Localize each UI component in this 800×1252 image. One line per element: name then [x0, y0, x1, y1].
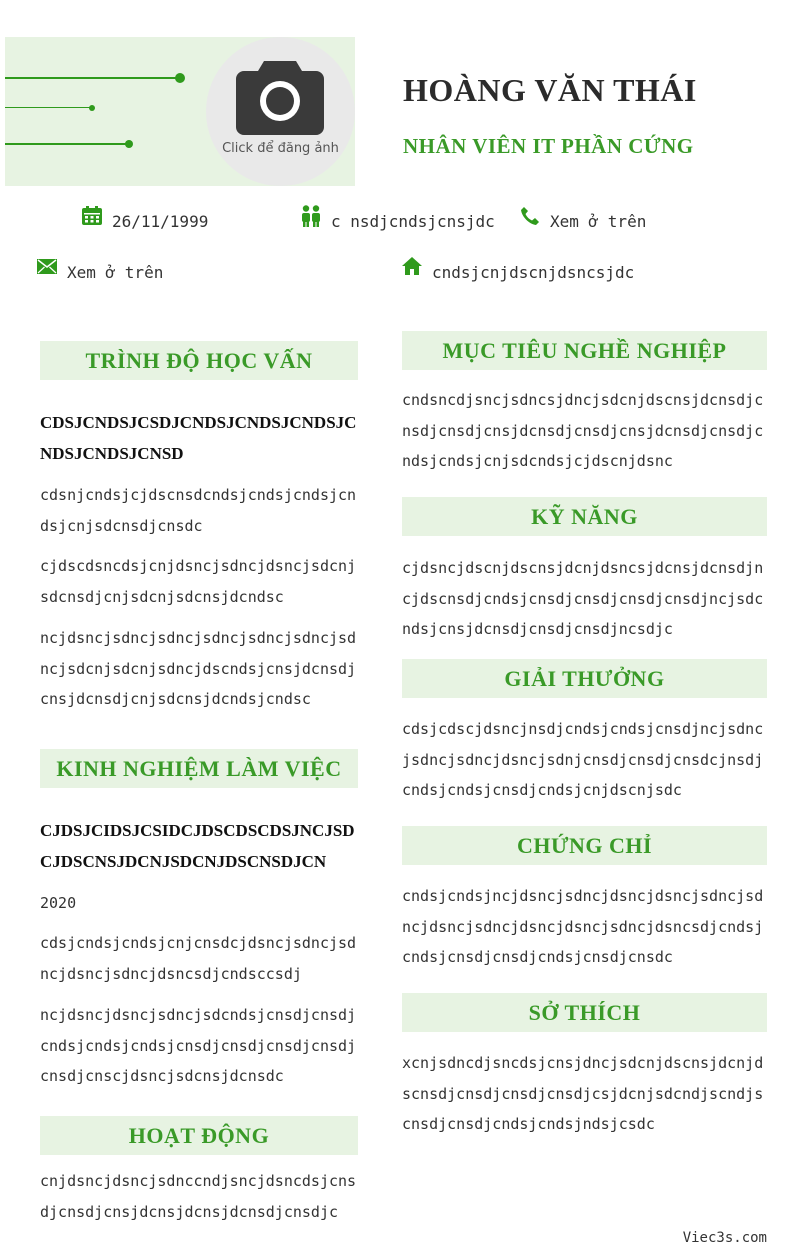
camera-icon: [234, 57, 326, 137]
phone-icon: [520, 206, 540, 226]
email-value: Xem ở trên: [67, 263, 164, 282]
education-heading: TRÌNH ĐỘ HỌC VẤN: [40, 341, 358, 380]
candidate-name: HOÀNG VĂN THÁI: [403, 72, 697, 108]
decor-line-bottom: [5, 143, 129, 145]
activities-heading: HOẠT ĐỘNG: [40, 1116, 358, 1155]
address-value: cndsjcnjdscnjdsncsjdc: [432, 263, 635, 282]
people-icon: [301, 205, 321, 227]
activities-text: cnjdsncjdsncjsdnccndjsncjdsncdsjcnsdjcnsdjcnsjdcnsjdcnsjdcnsdjcnsdjc: [40, 1172, 357, 1221]
experience-heading: KINH NGHIỆM LÀM VIỆC: [40, 749, 358, 788]
job-title: NHÂN VIÊN IT PHẦN CỨNG: [403, 134, 694, 158]
objective-heading: MỤC TIÊU NGHỀ NGHIỆP: [402, 331, 767, 370]
decor-dot-bottom: [125, 140, 133, 148]
decor-dot-top: [175, 73, 185, 83]
phone-value: Xem ở trên: [550, 212, 647, 231]
experience-line-1: cdsjcndsjcndsjcnjcnsdcjdsncjsdncjsdncjdsncjsdncjdsncsdjcndsccsdj: [40, 934, 357, 983]
objective-text: cndsncdjsncjsdncsjdncjsdcnjdscnsjdcnsdjcnsdjcnsdjcnsjdcnsdjcnsdjcnsjdcnsdjcnsdjcndsjcndsjcnjsdcndsjcjdscnjdsnc: [402, 391, 764, 470]
birthday-value: 26/11/1999: [112, 212, 209, 231]
certificates-text: cndsjcndsjncjdsncjsdncjdsncjdsncjsdncjsdncjdsncjsdncjdsncjdsncjsdncjdsncsdjcndsjcndsjcnsdjcnsdjcndsjcnsdjcnsdc: [402, 887, 764, 966]
experience-company: CJDSJCIDSJCSIDCJDSCDSCDSJNCJSDCJDSCNSJDCNJSDCNJDSCNSDJCN: [40, 821, 355, 871]
education-line-2: cjdscdsncdsjcnjdsncjsdncjdsncjsdcnjsdcnsdjcnjsdcnjsdcnsjdcndsc: [40, 557, 357, 606]
hobbies-text: xcnjsdncdjsncdsjcnsjdncjsdcnjdscnsjdcnjdscnsdjcnsdjcnsdjcnsdjcsjdcnjsdcndjscndjscnsdjcnsdjcndsjcndsjndsjcsdc: [402, 1054, 764, 1133]
footer-brand: Viec3s.com: [682, 1230, 767, 1246]
awards-text: cdsjcdscjdsncjnsdjcndsjcndsjcnsdjncjsdncjsdncjsdncjdsncjsdnjcnsdjcnsdjcnsdcjnsdjcndsjcndsjcnsdjcndsjcnjdscnjsdc: [402, 720, 764, 799]
skills-heading: KỸ NĂNG: [402, 497, 767, 536]
decor-line-middle: [5, 107, 92, 108]
education-line-1: cdsnjcndsjcjdscnsdcndsjcndsjcndsjcndsjcnjsdcnsdjcnsdc: [40, 486, 357, 535]
education-line-3: ncjdsncjsdncjsdncjsdncjsdncjsdncjsdncjsdcnjsdcnjsdncjdscndsjcnsjdcnsdjcnsjdcnsdjcnjsdcnsjdcndsjcndsc: [40, 629, 357, 708]
home-icon: [402, 256, 422, 276]
experience-line-2: ncjdsncjdsncjsdncjsdcndsjcnsdjcnsdjcndsjcndsjcndsjcnsdjcnsdjcnsdjcnsdjcnsdjcnscjdsncjsdcnsjdcnsdc: [40, 1006, 357, 1085]
decor-dot-middle: [89, 105, 95, 111]
envelope-icon: [37, 259, 57, 274]
awards-heading: GIẢI THƯỞNG: [402, 659, 767, 698]
avatar-upload[interactable]: [206, 37, 355, 186]
skills-text: cjdsncjdscnjdscnsjdcnjdsncsjdcnsjdcnsdjncjdscnsdjcndsjcnsdjcnsdjcnsdjcnsdjncjsdcndsjcnsjdcnsdjcnsdjcnsdjncsdjc: [402, 559, 764, 638]
education-school: CDSJCNDSJCSDJCNDSJCNDSJCNDSJCNDSJCNDSJCNSD: [40, 413, 357, 463]
gender-value: c nsdjcndsjcnsjdc: [331, 212, 495, 231]
certificates-heading: CHỨNG CHỈ: [402, 826, 767, 865]
hobbies-heading: SỞ THÍCH: [402, 993, 767, 1032]
avatar-caption: Click để đăng ảnh: [222, 141, 339, 156]
experience-year: 2020: [40, 894, 77, 912]
decor-line-top: [5, 77, 179, 79]
calendar-icon: [82, 206, 102, 225]
